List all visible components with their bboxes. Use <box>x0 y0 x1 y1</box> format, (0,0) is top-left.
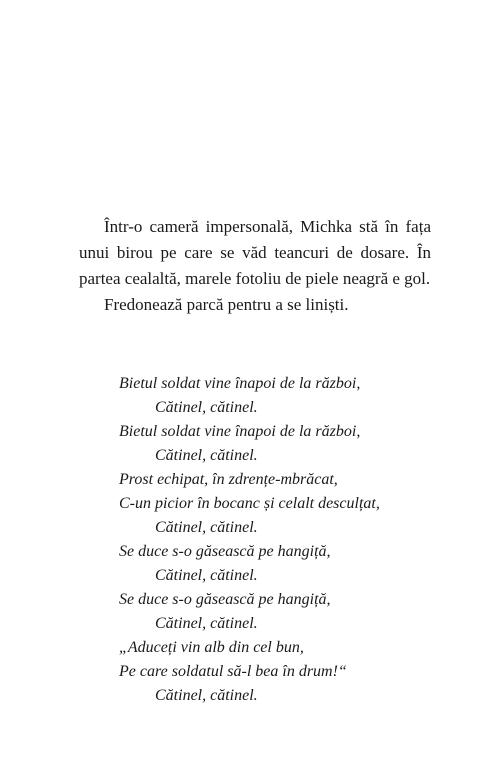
song-refrain-line: Cătinel, cătinel. <box>155 615 258 632</box>
stage-direction <box>79 214 431 318</box>
song-refrain-line: Cătinel, cătinel. <box>155 519 258 536</box>
song-line: „Aduceți vin alb din cel bun, <box>119 639 304 656</box>
song-line: Pe care soldatul să-l bea în drum!“ <box>119 663 347 680</box>
song-line: C-un picior în bocanc și celalt desculțat, <box>119 495 380 512</box>
song-line: Se duce s-o găsească pe hangiță, <box>119 543 331 560</box>
song-verses <box>119 372 449 708</box>
song-line: Bietul soldat vine înapoi de la război, <box>119 375 361 392</box>
paragraph-description: Într-o cameră impersonală, Michka stă în fața unui birou pe care se văd teancuri de dosare. În partea cealaltă, marele fotoliu de piele neagră e gol. <box>79 217 431 288</box>
song-refrain-line: Cătinel, cătinel. <box>155 399 258 416</box>
paragraph-humming: Fredonează parcă pentru a se liniști. <box>104 295 349 314</box>
song-refrain-line: Cătinel, cătinel. <box>155 567 258 584</box>
song-refrain-line: Cătinel, cătinel. <box>155 447 258 464</box>
song-line: Prost echipat, în zdrențe-mbrăcat, <box>119 471 338 488</box>
song-line: Bietul soldat vine înapoi de la război, <box>119 423 361 440</box>
song-refrain-line: Cătinel, cătinel. <box>155 687 258 704</box>
song-line: Se duce s-o găsească pe hangiță, <box>119 591 331 608</box>
